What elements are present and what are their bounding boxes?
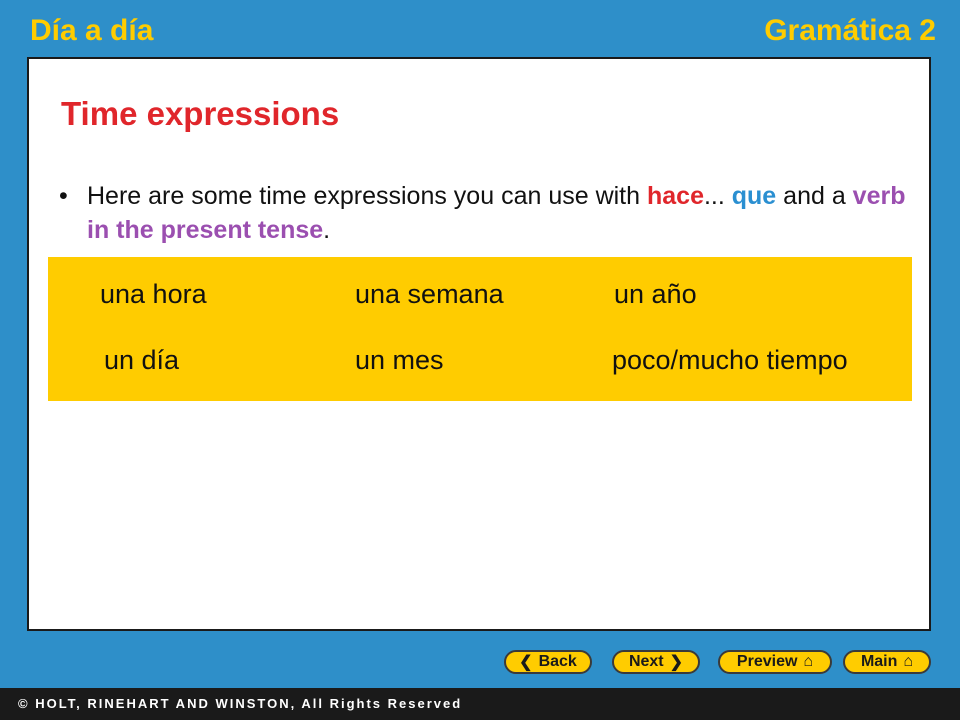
chevron-left-icon: ❮ (519, 654, 533, 671)
bullet-point (59, 179, 919, 247)
home-icon: ⌂ (903, 653, 914, 670)
expression-un-dia: un día (104, 345, 180, 375)
keyword-hace: hace (646, 182, 704, 210)
back-button[interactable] (504, 650, 592, 674)
bullet-intro: Here are some time expressions you can use with (87, 182, 647, 210)
expressions-box (48, 257, 912, 401)
bullet-ellipsis: ... (703, 182, 732, 210)
header-right-title: Gramática 2 (764, 14, 936, 47)
keyword-que: que (731, 182, 777, 210)
keyword-verb: verb in the present tense (87, 182, 906, 244)
expression-poco-mucho-tiempo: poco/mucho tiempo (612, 345, 848, 375)
expression-un-mes: un mes (355, 345, 444, 375)
slide-panel (27, 57, 931, 631)
copyright-footer: © HOLT, RINEHART AND WINSTON, All Rights Reserved (0, 688, 960, 720)
home-icon: ⌂ (803, 653, 814, 670)
expression-una-hora: una hora (100, 279, 207, 309)
header-left-title: Día a día (30, 14, 154, 47)
bullet-mid: and a (776, 182, 853, 210)
next-label: Next (628, 653, 664, 670)
bullet-marker: • (59, 182, 68, 210)
bullet-end: . (323, 216, 331, 244)
bullet-text (59, 179, 919, 247)
next-button[interactable] (612, 650, 700, 674)
expression-una-semana: una semana (355, 279, 504, 309)
slide-title: Time expressions (61, 95, 340, 132)
main-label: Main (860, 653, 898, 670)
main-button[interactable] (843, 650, 931, 674)
chevron-right-icon: ❯ (669, 654, 684, 671)
expression-un-ano: un año (614, 279, 697, 309)
preview-label: Preview (736, 653, 798, 670)
back-label: Back (538, 653, 577, 670)
preview-button[interactable] (718, 650, 832, 674)
